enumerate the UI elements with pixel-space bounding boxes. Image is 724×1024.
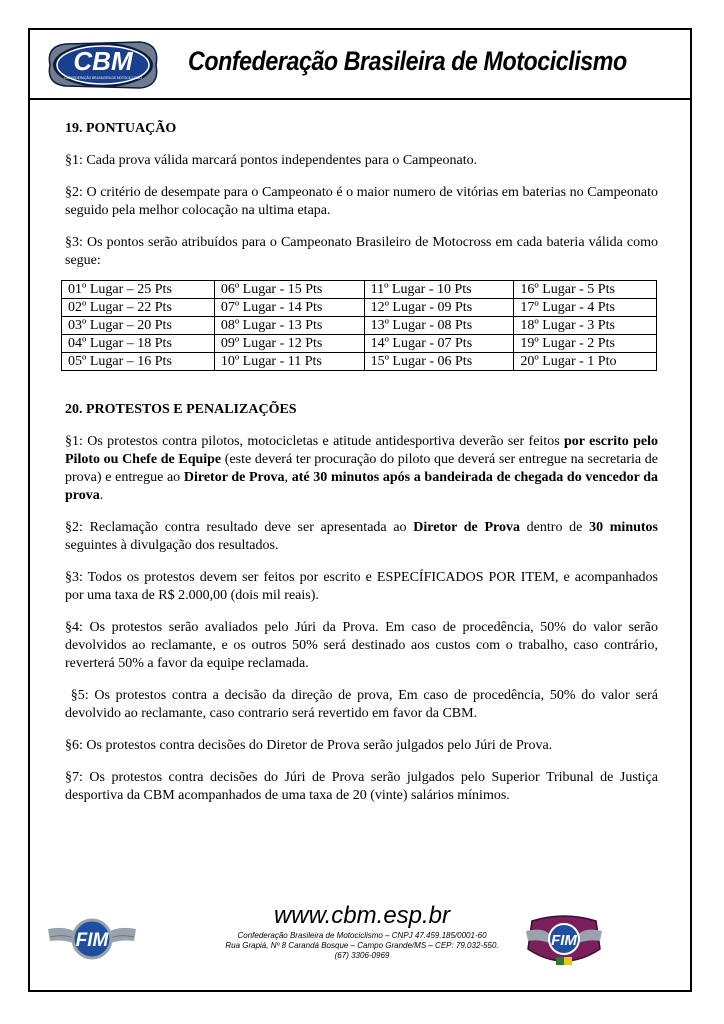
logo-subtext: CONFEDERAÇÃO BRASILEIRA DE MOTOCICLISMO bbox=[64, 76, 142, 80]
table-cell: 19º Lugar - 2 Pts bbox=[514, 335, 657, 353]
text-run: §2: Reclamação contra resultado deve ser apresentada ao bbox=[65, 520, 414, 535]
fim-left-text: FIM bbox=[75, 930, 109, 951]
footer-website[interactable]: www.cbm.esp.br bbox=[273, 902, 451, 929]
section-20-paragraph-3: §3: Todos os protestos devem ser feitos por escrito e ESPECÍFICADOS POR ITEM, e acompanhados por uma taxa de R$ 2.000,00 (dois mil reais). bbox=[65, 570, 658, 603]
table-row bbox=[62, 335, 657, 353]
table-cell: 15º Lugar - 06 Pts bbox=[364, 353, 514, 371]
section-20-paragraph-7: §7: Os protestos contra decisões do Júri de Prova serão julgados pelo Superior Tribunal de Justiça desportiva da CBM acompanhados de uma taxa de 20 (vinte) salários mínimos. bbox=[65, 770, 658, 803]
table-row bbox=[62, 281, 657, 299]
table-row bbox=[62, 317, 657, 335]
footer-contact-info bbox=[0, 931, 724, 961]
table-cell: 20º Lugar - 1 Pto bbox=[514, 353, 657, 371]
text-run: . bbox=[99, 488, 104, 503]
table-cell: 17º Lugar - 4 Pts bbox=[514, 299, 657, 317]
table-cell: 03º Lugar – 20 Pts bbox=[62, 317, 215, 335]
emphasis-text: Diretor de Prova bbox=[413, 520, 520, 535]
text-run: , bbox=[284, 470, 292, 485]
section-20-paragraph-1 bbox=[65, 433, 658, 505]
section-19-paragraph-3: §3: Os pontos serão atribuídos para o Campeonato Brasileiro de Motocross em cada bateria válida como segue: bbox=[65, 235, 658, 268]
section-20-paragraph-5: §5: Os protestos contra a decisão da direção de prova, Em caso de procedência, 50% do valor será devolvido ao reclamante, caso contrario será revertido em favor da CBM. bbox=[65, 688, 662, 721]
section-20-paragraph-6: §6: Os protestos contra decisões do Diretor de Prova serão julgados pelo Júri de Prova. bbox=[65, 738, 553, 753]
section-19-paragraph-1: §1: Cada prova válida marcará pontos independentes para o Campeonato. bbox=[65, 153, 478, 168]
table-cell: 04º Lugar – 18 Pts bbox=[62, 335, 215, 353]
table-cell: 16º Lugar - 5 Pts bbox=[514, 281, 657, 299]
text-run: seguintes à divulgação dos resultados. bbox=[65, 538, 279, 553]
emphasis-text: 30 minutos bbox=[589, 520, 658, 535]
table-row bbox=[62, 299, 657, 317]
footer-line-2: Rua Grapiá, Nº 8 Carandá Bosque – Campo Grande/MS – CEP: 79.032-550. bbox=[225, 941, 499, 950]
emphasis-text: Diretor de Prova bbox=[183, 470, 285, 485]
logo-text: CBM bbox=[73, 46, 133, 76]
table-cell: 07º Lugar - 14 Pts bbox=[214, 299, 364, 317]
document-body bbox=[65, 120, 662, 819]
section-19-paragraph-2: §2: O critério de desempate para o Campeonato é o maior numero de vitórias em baterias no Campeonato seguido pela melhor colocação na ultima etapa. bbox=[65, 185, 658, 218]
table-cell: 14º Lugar - 07 Pts bbox=[364, 335, 514, 353]
emphasis-text: por escrito pelo Piloto ou Chefe de Equipe bbox=[65, 434, 659, 467]
footer-line-3: (67) 3306-0969 bbox=[334, 951, 390, 960]
fim-right-text: FIM bbox=[551, 932, 577, 949]
points-table bbox=[61, 280, 657, 371]
table-row bbox=[62, 353, 657, 371]
cbm-logo bbox=[44, 36, 162, 99]
section-19-title: 19. PONTUAÇÃO bbox=[65, 121, 177, 136]
text-run: (este deverá ter procuração do piloto que deverá ser entregue na secretaria de prova) e entregue ao bbox=[65, 452, 658, 485]
table-cell: 10º Lugar - 11 Pts bbox=[214, 353, 364, 371]
table-cell: 18º Lugar - 3 Pts bbox=[514, 317, 657, 335]
table-cell: 01º Lugar – 25 Pts bbox=[62, 281, 215, 299]
text-run: §1: Os protestos contra pilotos, motocicletas e atitude antidesportiva deverão ser feitos bbox=[65, 434, 565, 449]
table-cell: 12º Lugar - 09 Pts bbox=[364, 299, 514, 317]
table-cell: 08º Lugar - 13 Pts bbox=[214, 317, 364, 335]
text-run: dentro de bbox=[519, 520, 590, 535]
table-cell: 13º Lugar - 08 Pts bbox=[364, 317, 514, 335]
section-20-title: 20. PROTESTOS E PENALIZAÇÕES bbox=[65, 402, 297, 417]
header-divider bbox=[30, 98, 690, 100]
header-title: Confederação Brasileira de Motociclismo bbox=[188, 46, 627, 76]
table-cell: 09º Lugar - 12 Pts bbox=[214, 335, 364, 353]
table-cell: 06º Lugar - 15 Pts bbox=[214, 281, 364, 299]
table-cell: 11º Lugar - 10 Pts bbox=[364, 281, 514, 299]
section-20-paragraph-2 bbox=[65, 519, 658, 555]
emphasis-text: até 30 minutos após a bandeirada de chegada do vencedor da prova bbox=[65, 470, 659, 503]
table-cell: 02º Lugar – 22 Pts bbox=[62, 299, 215, 317]
table-cell: 05º Lugar – 16 Pts bbox=[62, 353, 215, 371]
footer-line-1: Confederação Brasileira de Motociclismo – CNPJ 47.459.185/0001-60 bbox=[237, 931, 487, 940]
section-20-paragraph-4: §4: Os protestos serão avaliados pelo Júri da Prova. Em caso de procedência, 50% do valor serão devolvidos ao reclamante, e os outros 50% será destinado aos custos com o trabalho, caso contrário, reverterá 50% a favor da equipe reclamada. bbox=[65, 620, 658, 671]
